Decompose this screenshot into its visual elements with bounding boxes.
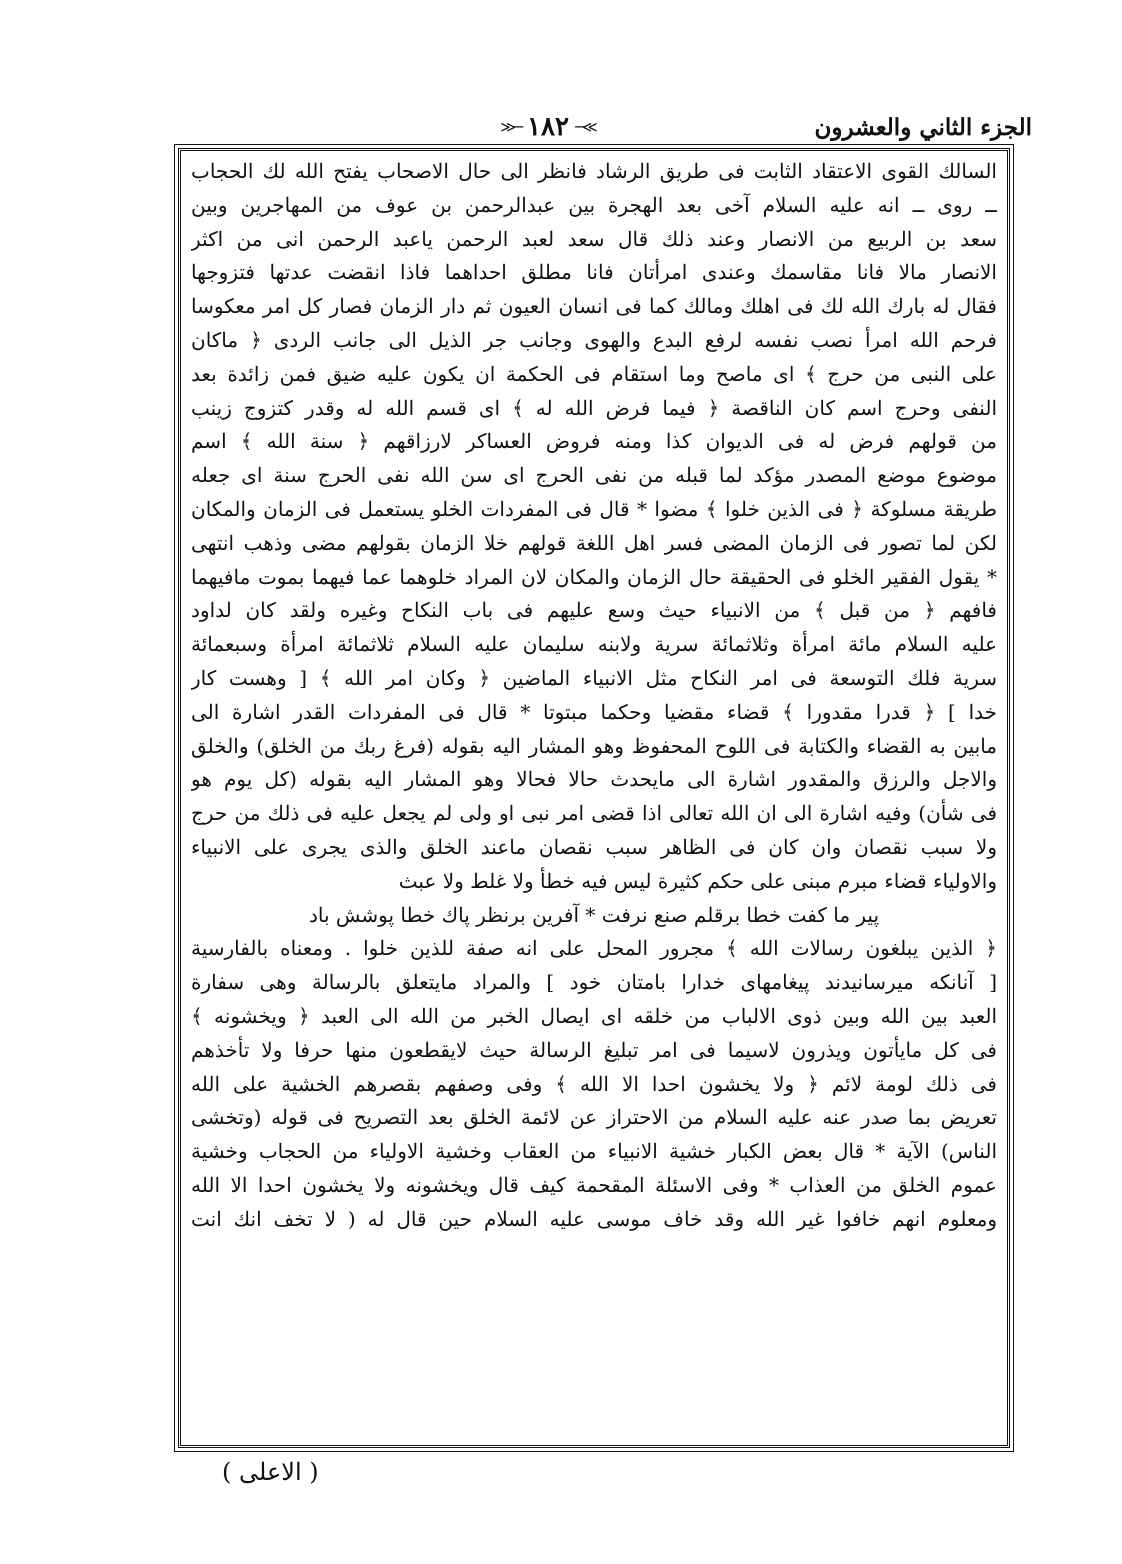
page-header: [178, 108, 1032, 148]
text-line: لكن لما تصور فى الزمان المضى فسر اهل اللغة قولهم خلا الزمان بقولهم مضى وذهب انتهى: [191, 530, 997, 555]
text-line: مابين به القضاء والكتابة فى اللوح المحفوظ وهو المشار اليه بقوله (فرغ ربك من الخلق) والخلق: [191, 733, 997, 758]
text-line: تعريض بما صدر عنه عليه السلام من الاحتراز عن لائمة الخلق بعد التصريح فى قوله (وتخشى: [191, 1105, 997, 1130]
text-line: ومعلوم انهم خافوا غير الله وقد خاف موسى عليه السلام حين قال له ( لا تخف انك انت: [191, 1206, 997, 1231]
text-line: فى ذلك لومة لائم ﴿ ولا يخشون احدا الا الله ﴾ وفى وصفهم بقصرهم الخشية على الله: [191, 1071, 997, 1096]
text-line: سرية فلك التوسعة فى امر النكاح مثل الانبياء الماضين ﴿ وكان امر الله ﴾ [ وهست كار: [191, 665, 997, 690]
text-line: عموم الخلق من العذاب * وفى الاسئلة المقحمة كيف قال ويخشونه ولا يخشون احدا الا الله: [191, 1172, 997, 1197]
text-line: فافهم ﴿ من قبل ﴾ من الانبياء حيث وسع عليهم فى باب النكاح وغيره ولقد كان لداود: [191, 598, 997, 623]
text-line: الناس) الآية * قال بعض الكبار خشية الانبياء من العقاب وخشية الاولياء من الحجاب وخشية: [191, 1139, 997, 1164]
text-line: ولا سبب نقصان وان كان فى الظاهر سبب نقصان ماعند الخلق والذى يجرى على الانبياء: [191, 834, 997, 859]
text-line: خدا ] ﴿ قدرا مقدورا ﴾ قضاء مقضيا وحكما مبتوتا * قال فى المفردات القدر اشارة الى: [191, 699, 997, 724]
text-line: ــ روى ــ انه عليه السلام آخى بعد الهجرة بين عبدالرحمن بن عوف من المهاجرين وبين: [191, 192, 997, 217]
ornament-left: ≫─: [500, 118, 522, 136]
section-label: الجزء الثاني والعشرون: [814, 114, 1032, 141]
footer-catchword: ( الاعلى ): [222, 1458, 319, 1486]
text-line: [ آنانكه ميرسانيدند پيغامهاى خدارا بامتان خود ] والمراد مايتعلق بالرسالة وهى سفارة: [191, 970, 997, 995]
text-line: السالك القوى الاعتقاد الثابت فى طريق الرشاد فانظر الى حال الاصحاب يفتح الله لك الحجاب: [191, 159, 997, 183]
text-line: الانصار مالا فانا مقاسمك وعندى امرأتان فانا مطلق احداهما فاذا انقضت عدتها فتزوجها: [191, 260, 997, 285]
text-body: [191, 155, 997, 1441]
text-line: فى كل مايأتون ويذرون لاسيما فى امر تبليغ الرسالة حيث لايقطعون منها حرفا ولا تأخذهم: [191, 1037, 997, 1062]
text-line: سعد بن الربيع من الانصار وعند ذلك قال سعد لعبد الرحمن ياعبد الرحمن انى من اكثر: [191, 226, 997, 251]
text-line: * يقول الفقير الخلو فى الحقيقة حال الزمان والمكان لان المراد خلوهما عما فيهما بموت مافيهما: [191, 564, 997, 589]
text-line: والاجل والرزق والمقدور اشارة الى مايحدث حالا فحالا وهو المشار اليه بقوله (كل يوم هو: [191, 767, 997, 792]
text-line: فرحم الله امرأ نصب نفسه لرفع البدع والهوى وجانب جر الذيل الى جانب الردى ﴿ ماكان: [191, 327, 997, 352]
text-line: على النبى من حرج ﴾ اى ماصح وما استقام فى الحكمة ان يكون عليه ضيق فمن زائدة بعد: [191, 361, 997, 386]
page-number: ١٨٢: [527, 112, 569, 142]
text-line: ﴿ الذين يبلغون رسالات الله ﴾ مجرور المحل على انه صفة للذين خلوا . ومعناه بالفارسية: [191, 936, 997, 961]
page-number-area: [478, 110, 618, 144]
text-line: فى شأن) وفيه اشارة الى ان الله تعالى اذا قضى امر نبى او ولى لم يجعل عليه فى ذلك من حرج: [191, 801, 997, 826]
text-line: من قولهم فرض له فى الديوان كذا ومنه فروض العساكر لارزاقهم ﴿ سنة الله ﴾ اسم: [191, 429, 997, 454]
text-line: النفى وحرج اسم كان الناقصة ﴿ فيما فرض الله له ﴾ اى قسم الله له وقدر كتزوج زينب: [191, 395, 997, 420]
text-line: والاولياء قضاء مبرم مبنى على حكم كثيرة ليس فيه خطأ ولا غلط ولا عبث: [398, 868, 997, 893]
ornament-right: ─≪: [574, 118, 596, 136]
text-line: العبد بين الله وبين ذوى الالباب من خلقه اى ايصال الخبر من الله الى العبد ﴿ ويخشونه ﴾: [191, 1003, 997, 1028]
text-frame: [178, 148, 1010, 1448]
text-line: طريقة مسلوكة ﴿ فى الذين خلوا ﴾ مضوا * قال فى المفردات الخلو يستعمل فى الزمان والمكان: [191, 496, 997, 521]
poetry-verse: پير ما كفت خطا برقلم صنع نرفت * آفرين برنظر پاك خطا پوشش باد: [308, 902, 880, 927]
text-line: عليه السلام مائة امرأة وثلاثمائة سرية ولابنه سليمان عليه السلام ثلاثمائة امرأة وسبعمائة: [191, 632, 997, 657]
text-line: فقال له بارك الله لك فى اهلك ومالك كما فى انسان العيون ثم دار الزمان فصار كل امر معكوسا: [191, 294, 997, 319]
text-line: موضوع موضع المصدر مؤكد لما قبله من نفى الحرج اى سن الله نفى الحرج سنة اى جعله: [191, 463, 997, 488]
